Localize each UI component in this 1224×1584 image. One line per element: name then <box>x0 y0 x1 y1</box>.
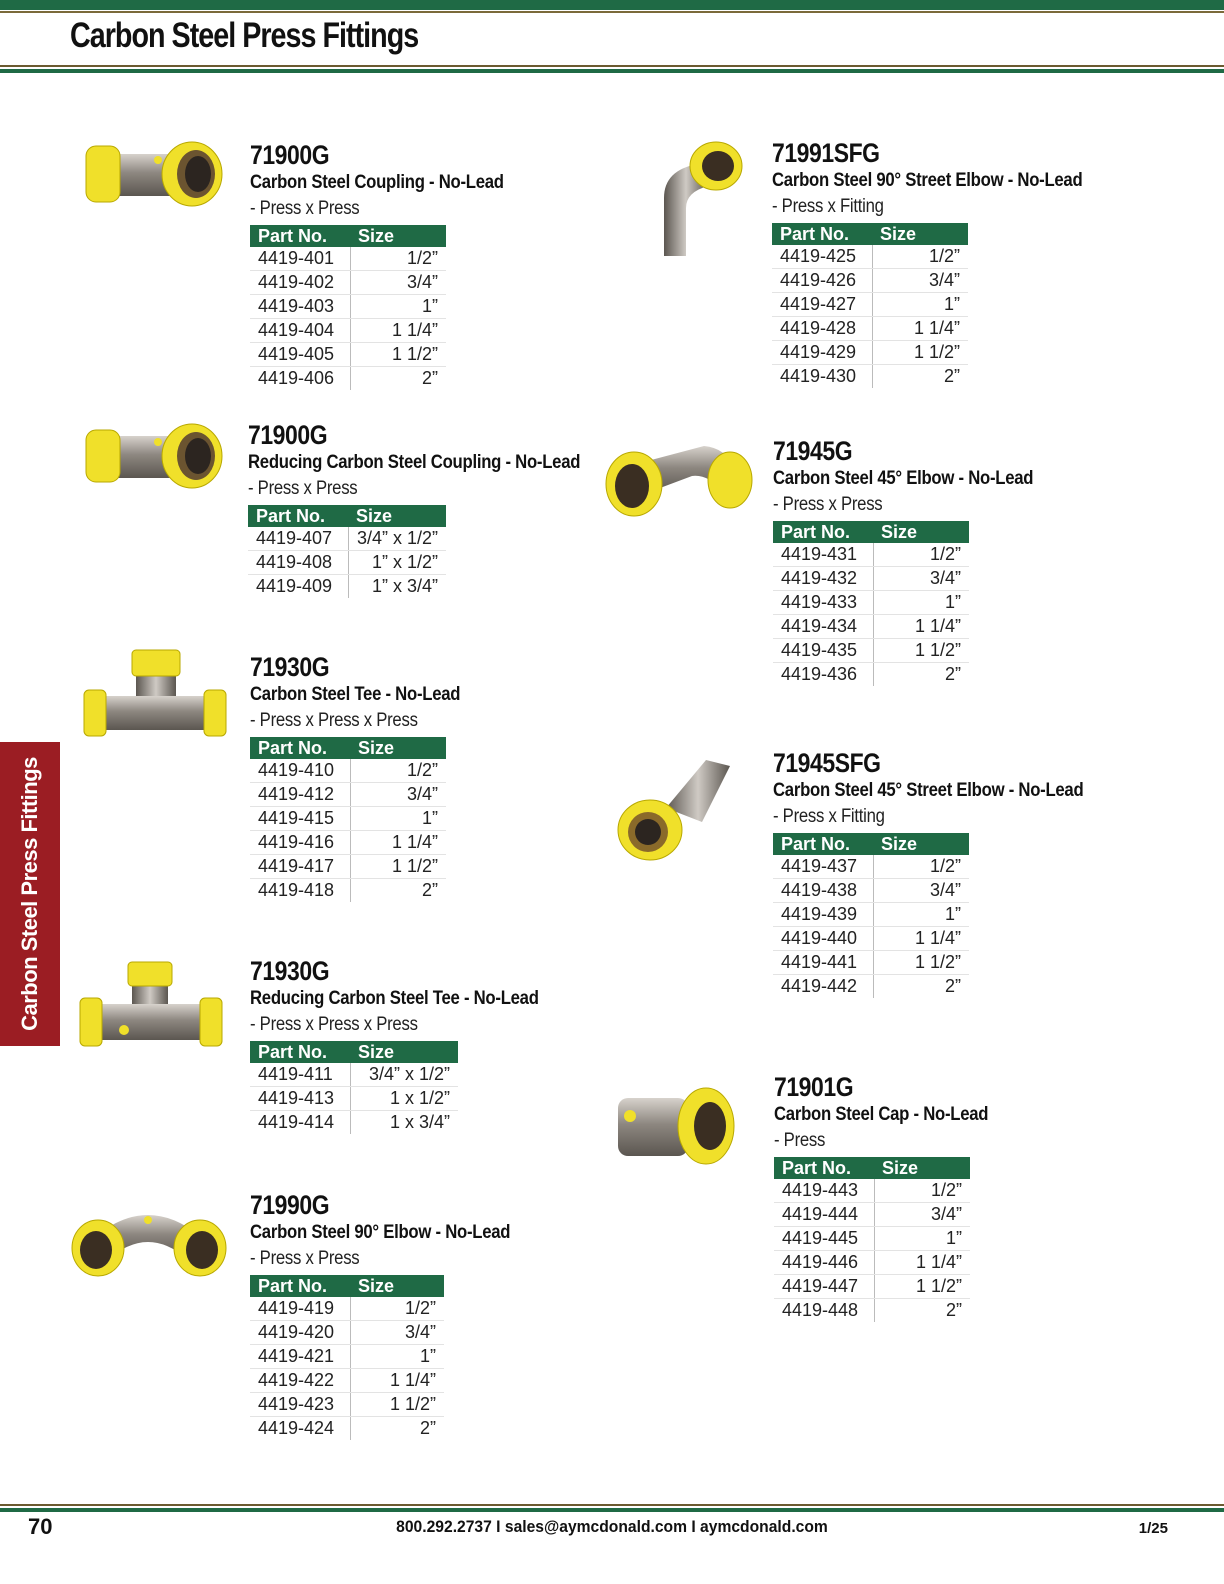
table-row <box>772 245 968 269</box>
cap-icon <box>610 1084 740 1170</box>
product-71945g-elbow-45 <box>773 436 1069 686</box>
table-row <box>773 855 969 879</box>
product-connection: - Press x Press x Press <box>250 710 418 731</box>
col-size: Size <box>874 1157 970 1179</box>
product-code: 71900G <box>248 420 328 450</box>
part-size: 1” <box>350 1345 444 1369</box>
part-size: 1” <box>350 807 446 831</box>
part-number: 4419-421 <box>250 1345 350 1369</box>
reducing-tee-icon <box>76 958 226 1053</box>
part-size: 3/4” x 1/2” <box>350 1063 458 1087</box>
table-row <box>774 1275 970 1299</box>
table-row <box>250 1369 444 1393</box>
part-number: 4419-405 <box>250 343 350 367</box>
part-size: 2” <box>421 880 438 900</box>
product-71900g-reducing-coupling <box>248 420 626 598</box>
footer-date: 1/25 <box>1138 1520 1168 1537</box>
part-number: 4419-426 <box>772 269 872 293</box>
col-size: Size <box>350 225 446 247</box>
part-size: 1 1/2” <box>874 1275 970 1299</box>
product-connection: - Press <box>774 1130 826 1151</box>
table-row <box>250 1063 458 1087</box>
top-accent-line <box>0 11 1224 13</box>
table-row <box>250 807 446 831</box>
part-number: 4419-420 <box>250 1321 350 1345</box>
table-row <box>250 319 446 343</box>
coupling-icon <box>80 138 230 213</box>
part-number: 4419-407 <box>248 527 348 551</box>
part-size: 3/4” <box>873 879 969 903</box>
part-number: 4419-415 <box>250 807 350 831</box>
table-row <box>773 975 969 999</box>
col-size: Size <box>350 1041 458 1063</box>
table-row <box>773 879 969 903</box>
part-number: 4419-417 <box>250 855 350 879</box>
part-size: 1 1/4” <box>873 615 969 639</box>
table-row <box>773 567 969 591</box>
table-row <box>250 367 446 391</box>
part-size: 1/2” <box>350 247 446 271</box>
part-size: 1 1/4” <box>874 1251 970 1275</box>
part-number: 4419-441 <box>773 951 873 975</box>
page-number: 70 <box>28 1514 53 1539</box>
table-row <box>248 575 446 599</box>
table-row <box>773 591 969 615</box>
table-row <box>774 1227 970 1251</box>
parts-table <box>248 505 446 598</box>
col-size: Size <box>348 505 446 527</box>
table-row <box>774 1299 970 1323</box>
table-row <box>773 615 969 639</box>
table-row <box>250 759 446 783</box>
part-number: 4419-430 <box>772 365 872 389</box>
product-title: Carbon Steel 45° Elbow - No-Lead <box>773 468 1034 489</box>
part-number: 4419-401 <box>250 247 350 271</box>
part-number: 4419-408 <box>248 551 348 575</box>
part-size: 1” <box>350 295 446 319</box>
product-connection: - Press x Press <box>250 1248 360 1269</box>
col-size: Size <box>873 833 969 855</box>
part-number: 4419-447 <box>774 1275 874 1299</box>
col-part-no: Part No. <box>773 521 873 543</box>
part-number: 4419-444 <box>774 1203 874 1227</box>
col-part-no: Part No. <box>248 505 348 527</box>
product-code: 71930G <box>250 956 330 986</box>
part-number: 4419-434 <box>773 615 873 639</box>
table-row <box>250 1393 444 1417</box>
table-row <box>773 639 969 663</box>
part-size: 1 1/2” <box>350 1393 444 1417</box>
col-part-no: Part No. <box>772 223 872 245</box>
product-code: 71930G <box>250 652 330 682</box>
part-size: 1/2” <box>350 1297 444 1321</box>
table-row <box>250 1297 444 1321</box>
col-part-no: Part No. <box>250 1275 350 1297</box>
part-number: 4419-433 <box>773 591 873 615</box>
part-size: 1 1/2” <box>350 343 446 367</box>
table-row <box>772 341 968 365</box>
part-number: 4419-409 <box>248 575 348 599</box>
product-title: Reducing Carbon Steel Coupling - No-Lead <box>248 452 581 473</box>
product-71901g-cap <box>774 1072 1017 1322</box>
footer-rule <box>0 1504 1224 1506</box>
table-row <box>774 1203 970 1227</box>
table-row <box>774 1179 970 1203</box>
tee-icon <box>80 648 230 743</box>
part-size: 1 1/4” <box>873 927 969 951</box>
part-size: 1 1/2” <box>873 639 969 663</box>
product-connection: - Press x Fitting <box>772 196 884 217</box>
part-size: 3/4” <box>350 783 446 807</box>
part-number: 4419-402 <box>250 271 350 295</box>
part-size: 2” <box>421 368 438 388</box>
parts-table <box>772 223 968 388</box>
part-size: 1 1/2” <box>350 855 446 879</box>
part-size: 2” <box>944 976 961 996</box>
part-number: 4419-423 <box>250 1393 350 1417</box>
part-number: 4419-429 <box>772 341 872 365</box>
part-size: 1 x 3/4” <box>389 1112 450 1132</box>
part-size: 1/2” <box>872 245 968 269</box>
part-number: 4419-438 <box>773 879 873 903</box>
product-71930g-reducing-tee <box>250 956 578 1134</box>
part-number: 4419-403 <box>250 295 350 319</box>
part-size: 3/4” <box>874 1203 970 1227</box>
parts-table <box>773 833 969 998</box>
part-number: 4419-428 <box>772 317 872 341</box>
product-title: Carbon Steel Cap - No-Lead <box>774 1104 989 1125</box>
part-number: 4419-414 <box>250 1111 350 1135</box>
part-number: 4419-416 <box>250 831 350 855</box>
part-size: 1” <box>873 903 969 927</box>
part-number: 4419-406 <box>250 367 350 391</box>
product-connection: - Press x Fitting <box>773 806 885 827</box>
part-number: 4419-413 <box>250 1087 350 1111</box>
part-size: 1” <box>874 1227 970 1251</box>
footer-rule-green <box>0 1508 1224 1512</box>
part-size: 1/2” <box>350 759 446 783</box>
parts-table <box>250 1041 458 1134</box>
footer-contact: 800.292.2737 I sales@aymcdonald.com I aymcdonald.com <box>396 1517 828 1536</box>
part-number: 4419-404 <box>250 319 350 343</box>
table-row <box>250 1417 444 1441</box>
reducing-coupling-icon <box>80 420 230 495</box>
col-part-no: Part No. <box>773 833 873 855</box>
table-row <box>773 951 969 975</box>
part-number: 4419-425 <box>772 245 872 269</box>
table-row <box>250 855 446 879</box>
part-number: 4419-422 <box>250 1369 350 1393</box>
col-part-no: Part No. <box>774 1157 874 1179</box>
part-number: 4419-442 <box>773 975 873 999</box>
product-71990g-elbow-90 <box>250 1190 546 1440</box>
part-number: 4419-412 <box>250 783 350 807</box>
table-row <box>250 879 446 903</box>
table-row <box>250 1111 458 1135</box>
table-row <box>772 293 968 317</box>
parts-table <box>250 225 446 390</box>
side-tab-label: Carbon Steel Press Fittings <box>17 757 42 1031</box>
part-number: 4419-437 <box>773 855 873 879</box>
part-size: 3/4” <box>872 269 968 293</box>
part-size: 1” x 3/4” <box>371 576 438 596</box>
table-row <box>774 1251 970 1275</box>
part-size: 1 1/4” <box>350 319 446 343</box>
part-size: 1 1/4” <box>872 317 968 341</box>
part-number: 4419-436 <box>773 663 873 687</box>
table-row <box>773 927 969 951</box>
table-row <box>250 295 446 319</box>
part-number: 4419-431 <box>773 543 873 567</box>
product-code: 71945SFG <box>773 748 881 778</box>
table-row <box>250 783 446 807</box>
part-size: 1/2” <box>873 543 969 567</box>
part-number: 4419-443 <box>774 1179 874 1203</box>
product-connection: - Press x Press <box>773 494 883 515</box>
col-size: Size <box>350 737 446 759</box>
product-title: Carbon Steel 90° Street Elbow - No-Lead <box>772 170 1083 191</box>
elbow-90-icon <box>66 1196 231 1281</box>
col-part-no: Part No. <box>250 225 350 247</box>
col-size: Size <box>350 1275 444 1297</box>
part-size: 1 x 1/2” <box>350 1087 458 1111</box>
product-title: Carbon Steel 45° Street Elbow - No-Lead <box>773 780 1084 801</box>
part-size: 1” <box>872 293 968 317</box>
product-connection: - Press x Press <box>248 478 358 499</box>
table-row <box>772 317 968 341</box>
part-number: 4419-418 <box>250 879 350 903</box>
part-number: 4419-445 <box>774 1227 874 1251</box>
title-rule-green <box>0 69 1224 73</box>
part-size: 2” <box>945 1300 962 1320</box>
part-size: 1 1/2” <box>872 341 968 365</box>
part-size: 1” <box>873 591 969 615</box>
col-size: Size <box>872 223 968 245</box>
product-code: 71945G <box>773 436 853 466</box>
table-row <box>772 365 968 389</box>
part-number: 4419-446 <box>774 1251 874 1275</box>
title-rule <box>0 65 1224 67</box>
product-title: Carbon Steel Coupling - No-Lead <box>250 172 504 193</box>
parts-table <box>773 521 969 686</box>
product-connection: - Press x Press <box>250 198 360 219</box>
product-code: 71991SFG <box>772 138 880 168</box>
parts-table <box>250 737 446 902</box>
parts-table <box>774 1157 970 1322</box>
part-number: 4419-435 <box>773 639 873 663</box>
col-part-no: Part No. <box>250 1041 350 1063</box>
table-row <box>250 343 446 367</box>
col-size: Size <box>873 521 969 543</box>
table-row <box>248 527 446 551</box>
table-row <box>773 903 969 927</box>
part-size: 3/4” <box>350 1321 444 1345</box>
table-row <box>250 271 446 295</box>
part-number: 4419-432 <box>773 567 873 591</box>
table-row <box>250 247 446 271</box>
table-row <box>250 1321 444 1345</box>
top-accent-bar <box>0 0 1224 10</box>
part-size: 1/2” <box>874 1179 970 1203</box>
part-size: 3/4” <box>873 567 969 591</box>
product-connection: - Press x Press x Press <box>250 1014 418 1035</box>
product-71945sfg-street-elbow-45 <box>773 748 1126 998</box>
col-part-no: Part No. <box>250 737 350 759</box>
product-code: 71900G <box>250 140 330 170</box>
part-size: 1 1/2” <box>873 951 969 975</box>
table-row <box>250 831 446 855</box>
page-title: Carbon Steel Press Fittings <box>70 16 419 55</box>
part-size: 1 1/4” <box>350 1369 444 1393</box>
table-row <box>772 269 968 293</box>
product-title: Carbon Steel 90° Elbow - No-Lead <box>250 1222 511 1243</box>
part-number: 4419-410 <box>250 759 350 783</box>
table-row <box>250 1345 444 1369</box>
part-number: 4419-411 <box>250 1063 350 1087</box>
part-size: 2” <box>944 664 961 684</box>
part-size: 3/4” x 1/2” <box>348 527 446 551</box>
part-size: 2” <box>419 1418 436 1438</box>
part-number: 4419-439 <box>773 903 873 927</box>
section-side-tab <box>0 742 60 1046</box>
part-number: 4419-424 <box>250 1417 350 1441</box>
part-number: 4419-448 <box>774 1299 874 1323</box>
part-size: 2” <box>943 366 960 386</box>
part-number: 4419-419 <box>250 1297 350 1321</box>
product-code: 71990G <box>250 1190 330 1220</box>
part-size: 1” x 1/2” <box>348 551 446 575</box>
street-elbow-90-icon <box>650 136 750 262</box>
product-71991sfg-street-elbow-90 <box>772 138 1125 388</box>
product-code: 71901G <box>774 1072 854 1102</box>
part-number: 4419-427 <box>772 293 872 317</box>
part-number: 4419-440 <box>773 927 873 951</box>
table-row <box>773 543 969 567</box>
table-row <box>248 551 446 575</box>
product-title: Reducing Carbon Steel Tee - No-Lead <box>250 988 539 1009</box>
parts-table <box>250 1275 444 1440</box>
product-71930g-tee <box>250 652 489 902</box>
street-elbow-45-icon <box>606 752 746 864</box>
part-size: 3/4” <box>350 271 446 295</box>
part-size: 1 1/4” <box>350 831 446 855</box>
part-size: 1/2” <box>873 855 969 879</box>
table-row <box>250 1087 458 1111</box>
table-row <box>773 663 969 687</box>
product-71900g-coupling <box>250 140 538 390</box>
product-title: Carbon Steel Tee - No-Lead <box>250 684 461 705</box>
